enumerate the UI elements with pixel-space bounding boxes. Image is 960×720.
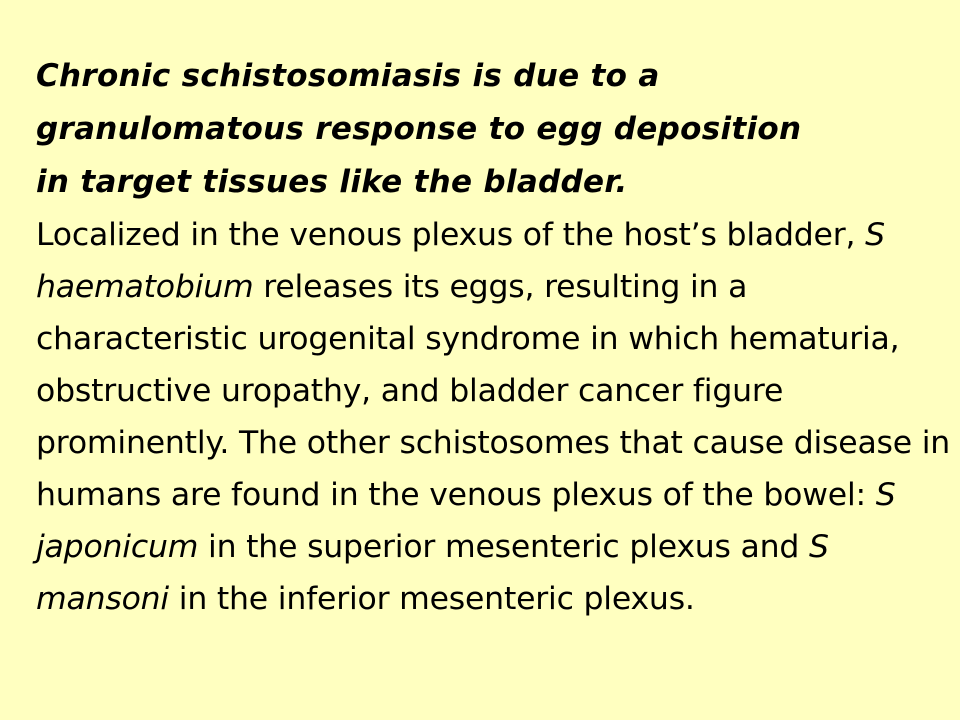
heading-line-2: granulomatous response to egg deposition	[36, 111, 802, 147]
slide-text-block	[36, 50, 951, 625]
body-text-part-4: in the inferior mesenteric plexus.	[168, 581, 695, 617]
heading-line-1: Chronic schistosomiasis is due to a	[36, 58, 660, 94]
body-text-part-2: releases its eggs, resulting in a characteristic urogenital syndrome in which hematuria, obstructive uropathy, and bladder cancer figure prominently. The other schistosomes that cause disease in humans are found in the venous plexus of the bowel:	[36, 269, 951, 513]
body-text-part-1: Localized in the venous plexus of the host’s bladder,	[36, 217, 866, 253]
species-name-japonicum: S japonicum	[36, 477, 896, 565]
slide-body-paragraph	[36, 209, 951, 625]
species-name-haematobium: S haematobium	[36, 217, 885, 305]
heading-line-3: in target tissues like the bladder.	[36, 164, 628, 200]
species-name-mansoni: S mansoni	[36, 529, 829, 617]
slide-heading	[36, 50, 951, 209]
body-text-part-3: in the superior mesenteric plexus and	[198, 529, 810, 565]
